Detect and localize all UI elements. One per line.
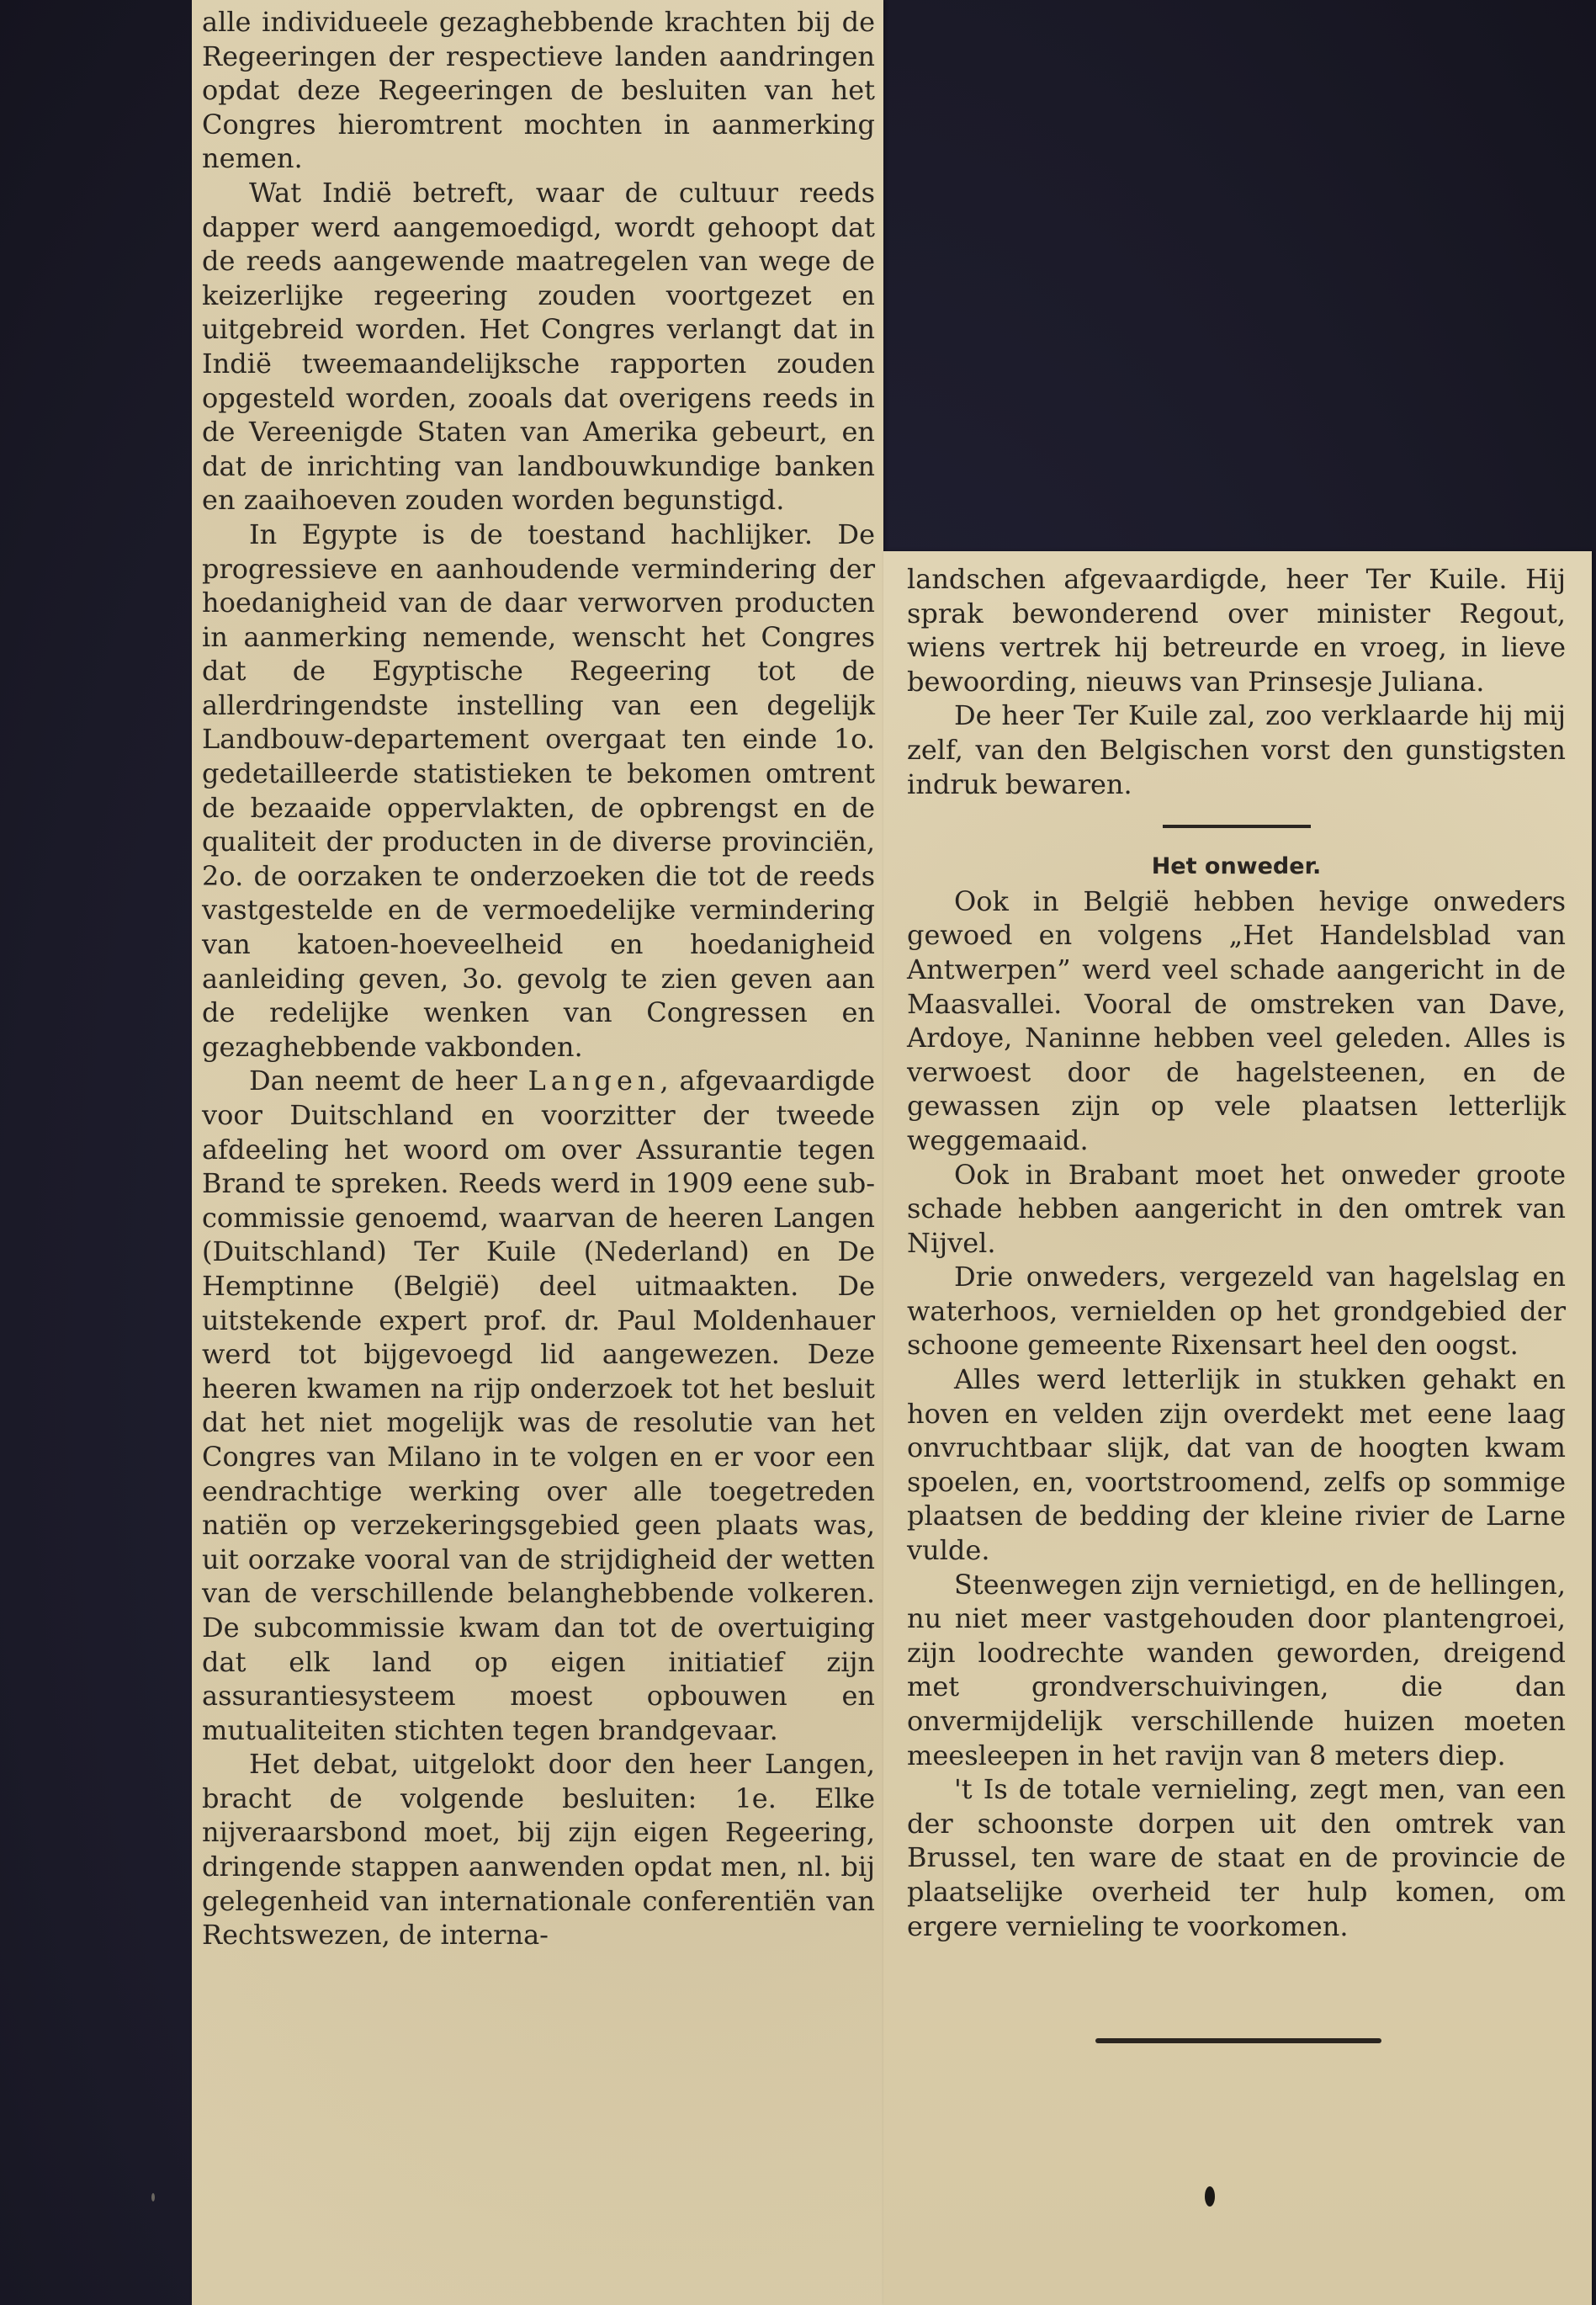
- paragraph: Drie onweders, vergezeld van hagelslag en waterhoos, vernielden op het grondgebied der schoone gemeente Rixensart heel den oogst.: [907, 1261, 1566, 1362]
- left-column: [202, 5, 875, 1952]
- paragraph: landschen afgevaardigde, heer Ter Kuile. Hij sprak bewonderend over minister Regout, wiens vertrek hij betreurde en vroeg, in lieve bewoording, nieuws van Prinsesje Juliana.: [907, 563, 1566, 698]
- paragraph: Ook in Brabant moet het onweder groote schade hebben aangericht in den omtrek van Nijvel.: [907, 1158, 1566, 1259]
- paragraph: In Egypte is de toestand hachlijker. De progressieve en aanhoudende vermindering der hoedanigheid van de daar verworven producten in aanmerking nemende, wenscht het Congres dat de Egyptische Regeering tot de allerdringendste instelling van een degelijk Landbouw-departement overgaat ten einde 1o. gedetailleerde statistieken te bekomen omtrent de bezaaide oppervlakten, de opbrengst en de qualiteit der producten in de diverse provinciën, 2o. de oorzaken te onderzoeken die tot de reeds vastgestelde en de vermoedelijke vermindering van katoen-hoeveelheid en hoedanigheid aanleiding geven, 3o. gevolg te zien geven aan de redelijke wenken van Congressen en gezaghebbende vakbonden.: [202, 518, 875, 1063]
- paragraph: Ook in België hebben hevige onweders gewoed en volgens „Het Handelsblad van Antwerpen” werd veel schade aangericht in de Maasvallei. Vooral de omstreken van Dave, Ardoye, Naninne hebben veel geleden. Alles is verwoest door de hagelsteenen, en de gewassen zijn op vele plaatsen letterlijk weggemaaid.: [907, 884, 1566, 1156]
- paragraph-langen: [202, 1064, 875, 1747]
- text-run: Dan neemt de heer: [249, 1065, 528, 1097]
- speaker-name: Langen: [528, 1065, 660, 1097]
- end-divider: [1095, 2038, 1381, 2043]
- right-column: [907, 562, 1566, 1943]
- paragraph: Wat Indië betreft, waar de cultuur reeds dapper werd aangemoedigd, wordt gehoopt dat de reeds aangewende maatregelen van wege de keizerlijke regeering zouden voortgezet en uitgebreid worden. Het Congres verlangt dat in Indië tweemaandelijksche rapporten zouden opgesteld worden, zooals dat overigens reeds in de Vereenigde Staten van Amerika gebeurt, en dat de inrichting van landbouwkundige banken en zaaihoeven zouden worden begunstigd.: [202, 176, 875, 517]
- ink-speck: [151, 2193, 155, 2201]
- paragraph: Steenwegen zijn vernietigd, en de hellingen, nu niet meer vastgehouden door plantengroei, zijn loodrechte wanden geworden, dreigend met grondverschuivingen, die dan onvermijdelijk verschillende huizen moeten meesleepen in het ravijn van 8 meters diep.: [907, 1568, 1566, 1771]
- text-run: , afgevaardigde voor Duitschland en voorzitter der tweede afdeeling het woord om over Assurantie tegen Brand te spreken. Reeds werd in 1909 eene sub-commissie genoemd, waarvan de heeren Langen (Duitschland) Ter Kuile (Nederland) en De Hemptinne (België) deel uitmaakten. De uitstekende expert prof. dr. Paul Moldenhauer werd tot bijgevoegd lid aangewezen. Deze heeren kwamen na rijp onderzoek tot het besluit dat het niet mogelijk was de resolutie van het Congres van Milano in te volgen en er voor een eendrachtige werking over alle toegetreden natiën op verzekeringsgebied geen plaats was, uit oorzake vooral van de strijdigheid der wetten van de verschillende belanghebbende volkeren. De subcommissie kwam dan tot de overtuiging dat elk land op eigen initiatief zijn assurantiesysteem moest opbouwen en mutualiteiten stichten tegen brandgevaar.: [202, 1065, 876, 1746]
- section-divider: [1163, 825, 1311, 828]
- section-heading: Het onweder.: [1151, 853, 1322, 880]
- ink-speck: [1205, 2186, 1215, 2207]
- paragraph: Het debat, uitgelokt door den heer Langen, bracht de volgende besluiten: 1e. Elke nijveraarsbond moet, bij zijn eigen Regeering, dringende stappen aanwenden opdat men, nl. bij gelegenheid van internationale conferentiën van Rechtswezen, de interna-: [202, 1748, 875, 1952]
- paragraph: 't Is de totale vernieling, zegt men, van een der schoonste dorpen uit den omtrek van Brussel, ten ware de staat en de provincie de plaatselijke overheid ter hulp komen, om ergere vernieling te voorkomen.: [907, 1773, 1566, 1942]
- paragraph: Alles werd letterlijk in stukken gehakt en hoven en velden zijn overdekt met eene laag onvruchtbaar slijk, dat van de hoogten kwam spoelen, en, voortstroomend, zelfs op sommige plaatsen de bedding der kleine rivier de Larne vulde.: [907, 1363, 1566, 1567]
- paragraph: De heer Ter Kuile zal, zoo verklaarde hij mij zelf, van den Belgischen vorst den gunstigsten indruk bewaren.: [907, 699, 1566, 800]
- paragraph: alle individueele gezaghebbende krachten bij de Regeeringen der respectieve landen aandringen opdat deze Regeeringen de besluiten van het Congres hieromtrent mochten in aanmerking nemen.: [202, 6, 875, 175]
